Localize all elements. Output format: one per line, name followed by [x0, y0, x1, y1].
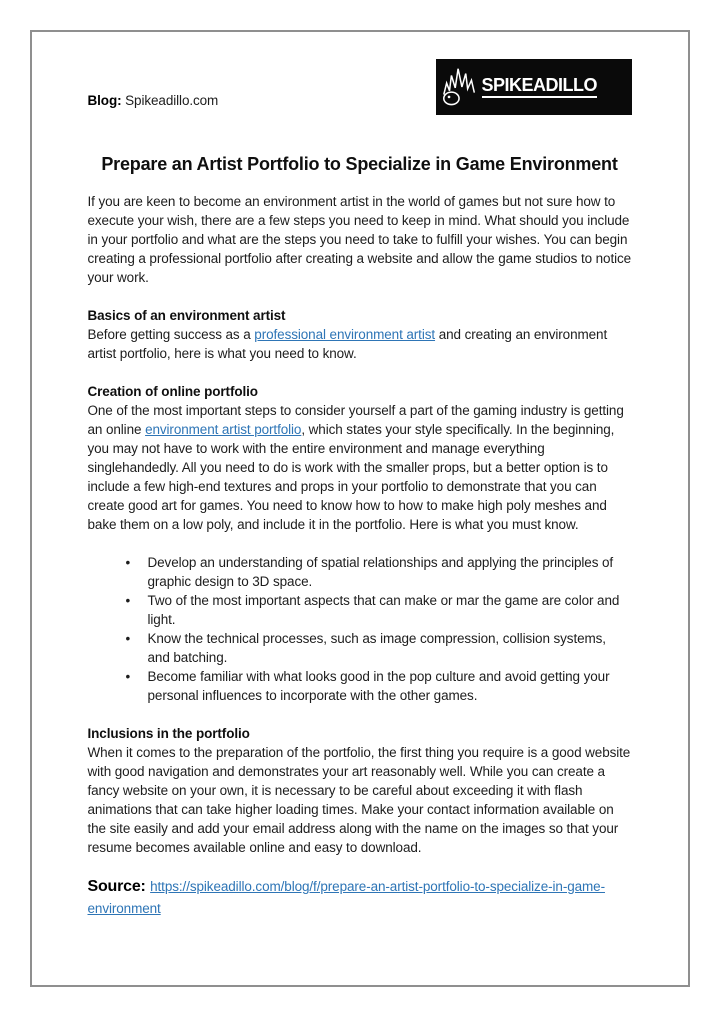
knowledge-bullet-list — [88, 553, 632, 705]
spikeadillo-mascot-icon — [439, 61, 481, 114]
environment-artist-portfolio-link[interactable]: environment artist portfolio — [145, 422, 302, 437]
bullet-text: Become familiar with what looks good in the pop culture and avoid getting your personal influences to incorporate with the other games. — [147, 669, 610, 703]
basics-heading: Basics of an environment artist — [87, 308, 286, 323]
blog-line — [88, 93, 219, 108]
section-creation — [88, 382, 632, 534]
blog-label: Blog: — [87, 93, 122, 108]
creation-heading: Creation of online portfolio — [87, 384, 258, 399]
section-inclusions — [88, 724, 632, 857]
basics-text-before-link: Before getting success as a — [87, 327, 255, 342]
bullet-text: Know the technical processes, such as image compression, collision systems, and batching. — [147, 631, 606, 665]
list-item — [88, 591, 632, 629]
bullet-text: Two of the most important aspects that can make or mar the game are color and light. — [147, 593, 620, 627]
creation-text-after-link: , which states your style specifically. In the beginning, you may not have to work with the entire environment and manage everything singlehandedly. All you need to do is work with the smaller props, but a better option is to include a few high-end textures and props in your portfolio to demonstrate that you can create good art for games. You need to know how to how to make high poly meshes and bake them on a low poly, and include it in the portfolio. Here is what you must know. — [87, 422, 615, 532]
intro-paragraph: If you are keen to become an environment artist in the world of games but not sure how to execute your wish, there are a few steps you need to keep in mind. What should you include in your portfolio and what are the steps you need to take to fulfill your wishes. You can begin creating a professional portfolio after creating a website and allow the game studios to notice your work. — [87, 194, 632, 285]
creation-text-before-link: One of the most important steps to consider yourself a part of the gaming industry is getting an online — [87, 403, 624, 437]
source-line — [88, 876, 632, 920]
list-item — [88, 553, 632, 591]
document-header — [88, 57, 632, 115]
bullet-text: Develop an understanding of spatial relationships and applying the principles of graphic design to 3D space. — [147, 555, 614, 589]
spikeadillo-logo — [436, 59, 632, 115]
inclusions-paragraph: When it comes to the preparation of the portfolio, the first thing you require is a good website with good navigation and demonstrates your art reasonably well. While you can create a fancy website on your own, it is necessary to be careful about exceeding it with flash animations that can take higher loading times. Make your contact information available on the site easily and add your email address along with the name on the images so that your resume becomes available online and easy to download. — [87, 745, 631, 855]
page-title: Prepare an Artist Portfolio to Specialize in Game Environment — [101, 154, 618, 174]
list-item — [88, 667, 632, 705]
section-basics — [88, 306, 632, 363]
basics-paragraph — [88, 325, 632, 363]
source-url-link[interactable]: https://spikeadillo.com/blog/f/prepare-an-artist-portfolio-to-specialize-in-game-environment — [87, 879, 605, 916]
list-item — [88, 629, 632, 667]
inclusions-heading: Inclusions in the portfolio — [87, 726, 250, 741]
source-label: Source: — [87, 878, 146, 895]
blog-site-name: Spikeadillo.com — [125, 93, 219, 108]
document-page — [30, 30, 690, 987]
basics-text-after-link: and creating an environment artist portfolio, here is what you need to know. — [87, 327, 608, 361]
logo-wordmark: SPIKEADILLO — [482, 76, 598, 98]
creation-paragraph — [88, 401, 632, 534]
professional-environment-artist-link[interactable]: professional environment artist — [254, 327, 436, 342]
